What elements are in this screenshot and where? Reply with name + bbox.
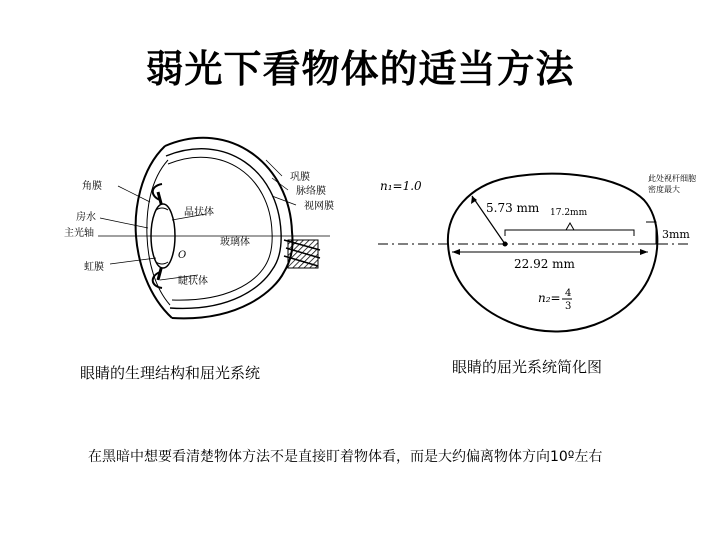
axial-length-label: 22.92 mm [514,257,575,271]
n2-numerator: 4 [565,288,572,299]
n2-label: n₂= [538,291,561,305]
optic-nerve [284,240,320,268]
rod-density-note-line2: 密度最大 [648,185,680,194]
label-retina: 视网膜 [304,201,334,212]
sclera-outline [165,138,293,319]
label-iris: 虹膜 [84,262,104,273]
reduced-eye-diagram [378,173,696,331]
fovea-offset-label: 3mm [662,228,690,241]
label-optic-axis: 主光轴 [64,228,94,239]
left-diagram-caption: 眼睛的生理结构和屈光系统 [80,364,261,382]
label-aqueous: 房水 [76,212,96,223]
reduced-eye-outline [448,174,657,332]
focal-length-label: 17.2mm [550,208,588,218]
label-lens: 晶状体 [184,207,214,218]
radius-label: 5.73 mm [486,201,540,215]
right-diagram-caption: 眼睛的屈光系统简化图 [452,358,603,376]
focal-length-bracket [505,230,634,236]
rod-density-note-line1: 此处视杆细胞 [648,174,696,183]
label-sclera: 巩膜 [290,172,310,183]
label-nodal-point: O [178,250,187,261]
label-vitreous: 玻璃体 [220,237,250,248]
label-cornea: 角膜 [82,181,102,192]
page-title: 弱光下看物体的适当方法 [145,46,575,91]
label-ciliary: 睫状体 [178,276,208,287]
n1-label: n₁=1.0 [380,179,422,193]
n2-denominator: 3 [565,301,572,312]
bottom-explanation: 在黑暗中想要看清楚物体方法不是直接盯着物体看，而是大约偏离物体方向10º左右 [88,449,603,465]
label-choroid: 脉络膜 [296,186,326,197]
eye-anatomy-diagram [64,138,334,319]
